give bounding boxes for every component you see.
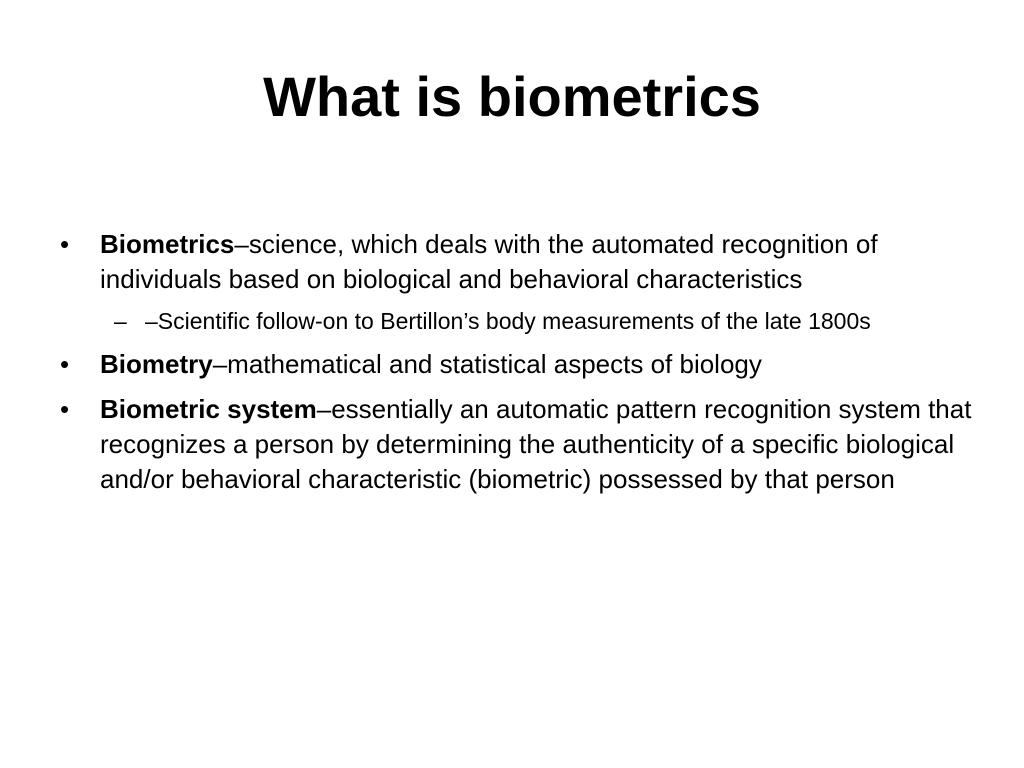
slide-title: What is biometrics <box>263 65 761 128</box>
bullet-term: Biometric system <box>100 394 317 424</box>
bullet-marker: • <box>60 229 70 259</box>
bullet-item-biometric-system <box>58 392 988 497</box>
bullet-term: Biometrics <box>100 229 235 259</box>
bullet-text: –science, which deals with the automated recognition of individuals based on biological and behavioral characteristics <box>100 229 878 294</box>
bullet-marker: • <box>60 394 70 424</box>
sub-bullet-item <box>58 305 988 337</box>
bullet-text: –mathematical and statistical aspects of biology <box>212 349 762 379</box>
bullet-text: –essentially an automatic pattern recognition system that recognizes a person by determining the authenticity of a specific biological and/or behavioral characteristic (biometric) possessed by that person <box>100 394 972 494</box>
sub-bullet-marker: – <box>114 308 127 334</box>
bullet-item-biometry <box>58 347 988 382</box>
bullet-marker: • <box>60 349 70 379</box>
bullet-term: Biometry <box>100 349 213 379</box>
sub-bullet-text: –Scientific follow-on to Bertillon’s body measurements of the late 1800s <box>145 308 871 334</box>
bullet-item-biometrics <box>58 227 988 337</box>
bullet-list <box>58 227 988 507</box>
